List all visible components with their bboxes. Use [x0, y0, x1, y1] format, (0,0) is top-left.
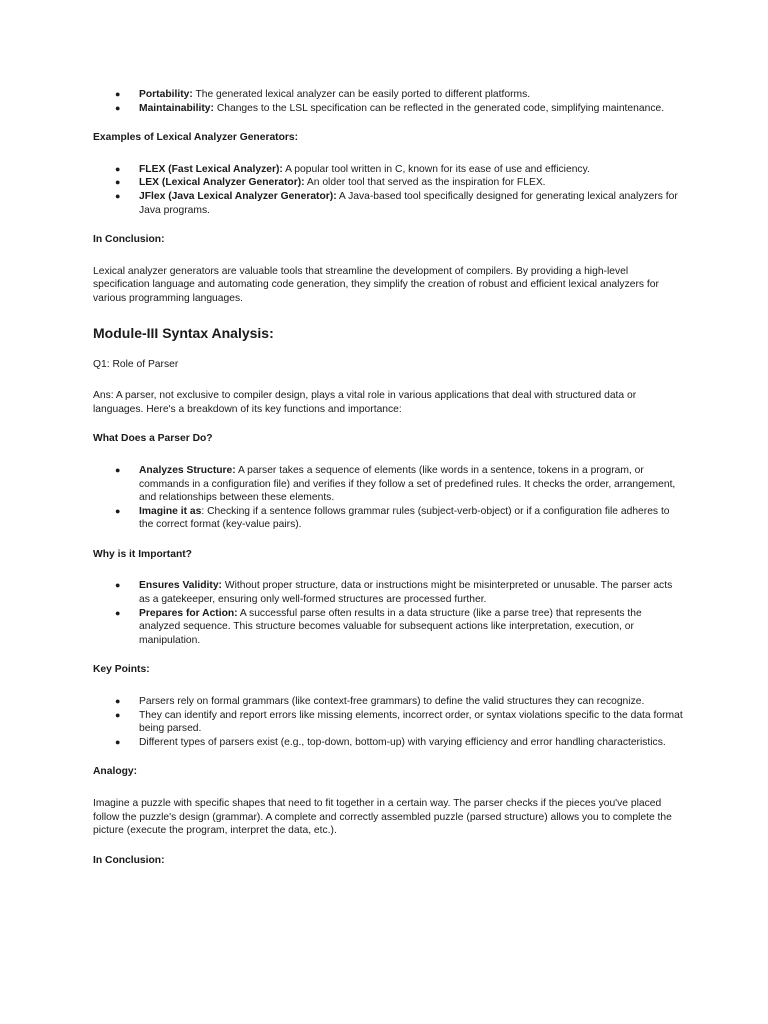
- conclusion-paragraph: Lexical analyzer generators are valuable tools that streamline the development of compilers. By providing a high-level specification language and automating code generation, they simplify the creation of robust and efficient lexical analyzers for various programming languages.: [93, 265, 659, 304]
- examples-list: [93, 163, 683, 217]
- bullet-icon: ●: [115, 709, 121, 720]
- list-item: ● Different types of parsers exist (e.g., top-down, bottom-up) with varying efficiency and error handling characteristics.: [115, 736, 666, 748]
- list-item: ● FLEX (Fast Lexical Analyzer): A popular tool written in C, known for its ease of use and efficiency.: [115, 163, 590, 175]
- answer-paragraph: Ans: A parser, not exclusive to compiler design, plays a vital role in various applications that deal with structured data or languages. Here's a breakdown of its key functions and importance:: [93, 390, 637, 415]
- bullet-icon: ●: [115, 736, 121, 747]
- bullet-icon: ●: [115, 89, 121, 99]
- list-item: ● LEX (Lexical Analyzer Generator): An older tool that served as the inspiration for FLEX.: [115, 177, 546, 189]
- list-item: ● Portability: The generated lexical analyzer can be easily ported to different platforms.: [115, 89, 531, 100]
- bullet-icon: ●: [115, 696, 121, 707]
- analogy-paragraph: Imagine a puzzle with specific shapes that need to fit together in a certain way. The parser checks if the pieces you've placed follow the puzzle's design (grammar). A complete and correctly assembled puzzle (parsed structure) allows you to complete the picture (execute the program, interpret the data, etc.).: [93, 798, 672, 837]
- importance-list: [93, 579, 683, 647]
- key-points-heading: Key Points:: [93, 664, 150, 676]
- parser-functions-list: [93, 464, 683, 532]
- bullet-icon: ●: [115, 102, 121, 113]
- bullet-icon: ●: [115, 464, 121, 475]
- benefits-list: [93, 88, 683, 115]
- why-heading: Why is it Important?: [93, 548, 192, 560]
- list-item: ● Analyzes Structure: A parser takes a sequence of elements (like words in a sentence, tokens in a program, or commands in a configuration file) and verifies if they follow a set of predefined rules. It checks the order, arrangement, and relationships between these elements.: [115, 464, 676, 504]
- list-item: ● They can identify and report errors like missing elements, incorrect order, or syntax violations specific to the data format being parsed.: [115, 709, 683, 735]
- list-item: ● Prepares for Action: A successful parse often results in a data structure (like a parse tree) that represents the analyzed sequence. This structure becomes valuable for subsequent actions like interpretation, execution, or manipulation.: [115, 607, 642, 646]
- list-item: ● Imagine it as: Checking if a sentence follows grammar rules (subject-verb-object) or if a configuration file adheres to the correct format (key-value pairs).: [115, 505, 670, 531]
- document-page: [93, 88, 683, 867]
- key-points-list: [93, 695, 683, 749]
- list-item: ● Ensures Validity: Without proper structure, data or instructions might be misinterpreted or unusable. The parser acts as a gatekeeper, ensuring only well-formed structures are processed further.: [115, 580, 673, 606]
- analogy-heading: Analogy:: [93, 766, 138, 778]
- examples-heading: Examples of Lexical Analyzer Generators:: [93, 132, 299, 144]
- bullet-icon: ●: [115, 190, 121, 201]
- bullet-icon: ●: [115, 580, 121, 591]
- question-label: Q1: Role of Parser: [93, 358, 179, 370]
- list-item: ● Parsers rely on formal grammars (like context-free grammars) to define the valid structures they can recognize.: [115, 696, 645, 708]
- conclusion-heading: In Conclusion:: [93, 854, 165, 866]
- bullet-icon: ●: [115, 505, 121, 516]
- bullet-icon: ●: [115, 177, 121, 188]
- bullet-icon: ●: [115, 163, 121, 174]
- bullet-icon: ●: [115, 607, 121, 618]
- what-heading: What Does a Parser Do?: [93, 433, 213, 445]
- conclusion-heading: In Conclusion:: [93, 234, 165, 246]
- module-heading: Module-III Syntax Analysis:: [93, 324, 274, 341]
- list-item: ● Maintainability: Changes to the LSL specification can be reflected in the generated code, simplifying maintenance.: [115, 102, 665, 114]
- list-item: ● JFlex (Java Lexical Analyzer Generator): A Java-based tool specifically designed for generating lexical analyzers for Java programs.: [115, 190, 678, 216]
